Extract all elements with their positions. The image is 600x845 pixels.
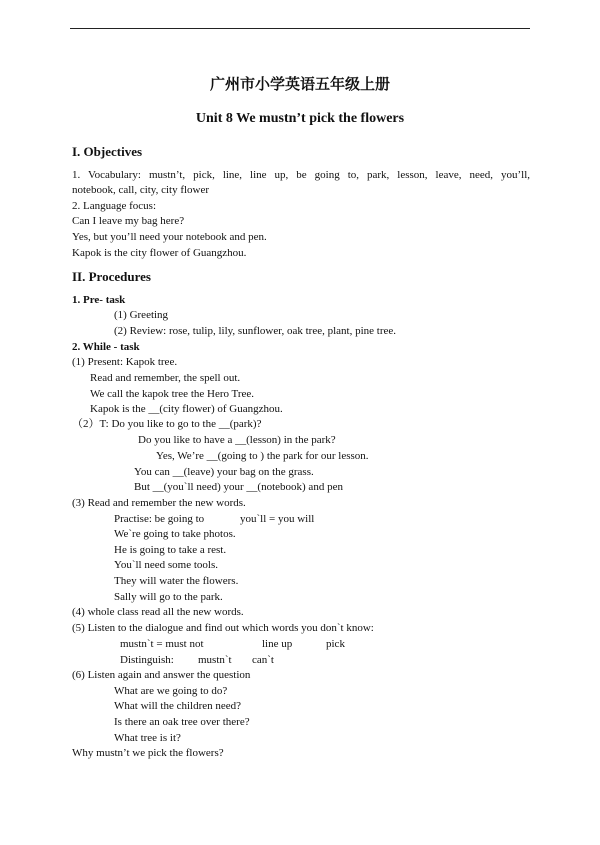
while-item-3-line-c: He is going to take a rest. (114, 544, 227, 556)
language-focus-sentence-1: Can I leave my bag here? (72, 215, 185, 227)
distinguish-word-1: mustn`t (198, 654, 232, 666)
question-2: What will the children need? (114, 700, 242, 712)
while-item-3-line-e: They will water the flowers. (114, 575, 239, 587)
question-1: What are we going to do? (114, 685, 228, 697)
procedures-heading: II. Procedures (72, 269, 151, 284)
while-item-2-line-c: You can __(leave) your bag on the grass. (134, 466, 314, 478)
while-item-3-line-d: You`ll need some tools. (114, 559, 218, 571)
while-item-3-practise-right: you`ll = you will (240, 513, 315, 525)
while-item-3-line-b: We`re going to take photos. (114, 528, 236, 540)
pre-task-item-2: (2) Review: rose, tulip, lily, sunflower, oak tree, plant, pine tree. (114, 325, 397, 337)
while-item-1-line-c: Kapok is the __(city flower) of Guangzhou. (90, 403, 283, 415)
while-item-1-line-a: Read and remember, the spell out. (90, 372, 241, 384)
while-item-3-practise: Practise: be going to (114, 513, 205, 525)
while-item-3: (3) Read and remember the new words. (72, 497, 246, 509)
language-focus-sentence-3: Kapok is the city flower of Guangzhou. (72, 247, 247, 259)
unit-title: Unit 8 We mustn’t pick the flowers (195, 111, 405, 126)
question-4: What tree is it? (114, 732, 181, 744)
while-item-5: (5) Listen to the dialogue and find out which words you don`t know: (72, 622, 374, 634)
question-3: Is there an oak tree over there? (114, 716, 250, 728)
while-item-2-line-d: But __(you`ll need) your __(notebook) and pen (134, 481, 343, 493)
while-item-5-word-1: mustn`t = must not (120, 638, 204, 650)
while-item-5-word-3: pick (326, 638, 345, 650)
objectives-heading: I. Objectives (72, 144, 143, 159)
while-item-4: (4) whole class read all the new words. (72, 606, 244, 618)
distinguish-word-2: can`t (252, 654, 274, 666)
while-item-2-line-a: Do you like to have a __(lesson) in the park? (138, 434, 336, 446)
while-item-5-word-2: line up (262, 638, 293, 650)
header-rule (70, 28, 530, 29)
while-item-2-line-b: Yes, We’re __(going to ) the park for our lesson. (156, 450, 369, 462)
question-5: Why mustn’t we pick the flowers? (72, 747, 224, 759)
pre-task-heading: 1. Pre- task (72, 294, 126, 306)
pre-task-item-1: (1) Greeting (114, 309, 169, 321)
while-item-6: (6) Listen again and answer the question (72, 669, 251, 681)
while-item-1: (1) Present: Kapok tree. (72, 356, 178, 368)
vocabulary-line-1: 1. Vocabulary: mustn’t, pick, line, line up, be going to, park, lesson, leave, need, you’ll, (72, 169, 530, 181)
while-item-3-line-f: Sally will go to the park. (114, 591, 223, 603)
language-focus-sentence-2: Yes, but you’ll need your notebook and pen. (72, 231, 267, 243)
language-focus-label: 2. Language focus: (72, 200, 156, 212)
vocabulary-line-2: notebook, call, city, city flower (72, 184, 210, 196)
while-item-2: （2）T: Do you like to go to the __(park)? (72, 418, 262, 430)
distinguish-label: Distinguish: (120, 654, 174, 666)
chinese-title: 广州市小学英语五年级上册 (209, 77, 390, 93)
while-task-heading: 2. While - task (72, 341, 140, 353)
while-item-1-line-b: We call the kapok tree the Hero Tree. (90, 388, 255, 400)
